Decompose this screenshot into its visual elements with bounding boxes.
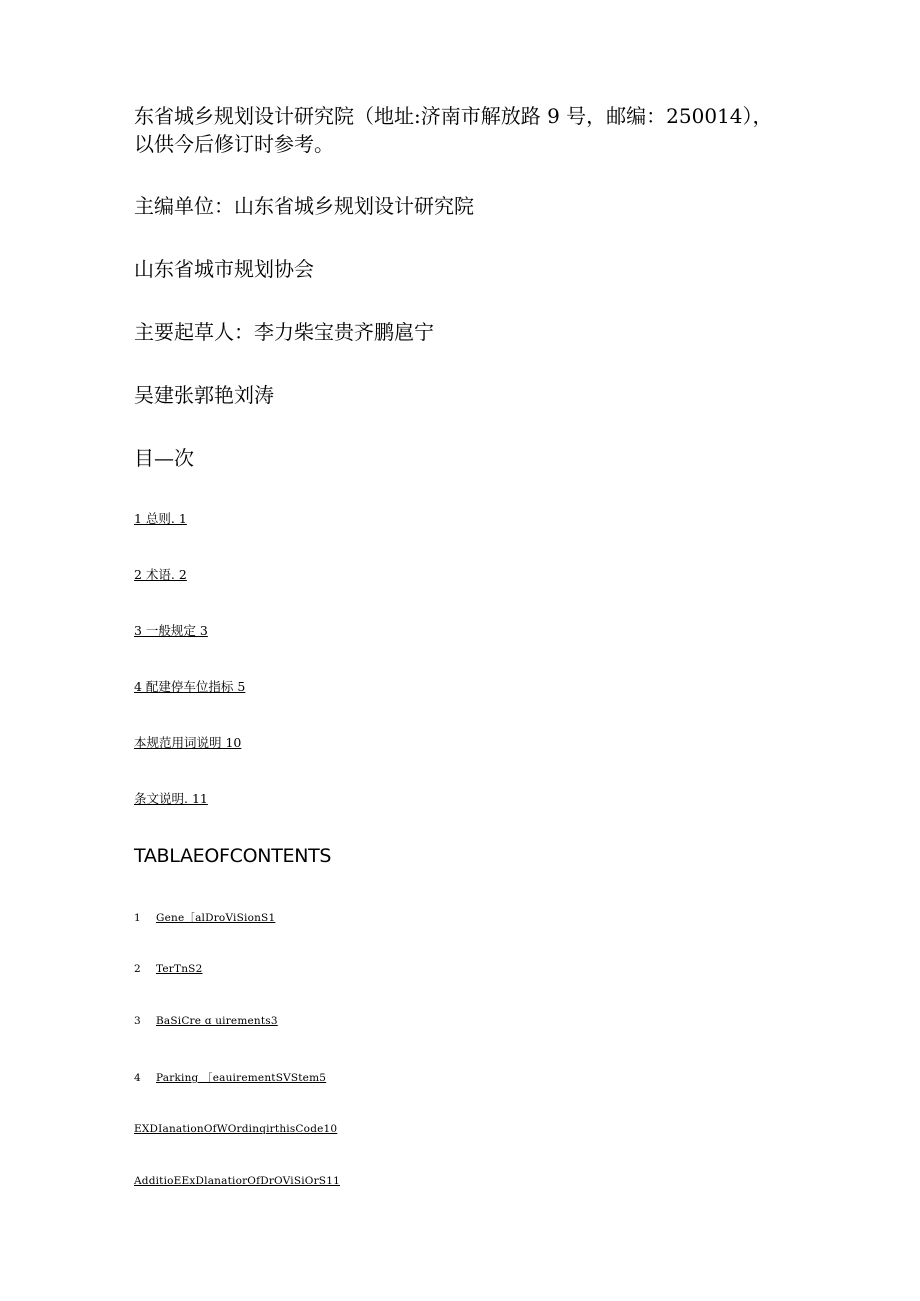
toc-en-item-basic-requirements[interactable] <box>134 1015 278 1027</box>
toc-en-item-general[interactable] <box>134 910 275 925</box>
toc-en-item-terms[interactable] <box>134 963 202 975</box>
toc-item-terms[interactable]: 2 术语. 2 <box>134 567 187 582</box>
toc-item-parking-indicators[interactable]: 4 配建停车位指标 5 <box>134 679 246 694</box>
toc-en-text: TerTnS2 <box>156 963 203 975</box>
toc-en-item-parking-requirements[interactable] <box>134 1070 326 1085</box>
toc-item-basic-requirements[interactable]: 3 一般规定 3 <box>134 623 208 638</box>
toc-en-number: 3 <box>134 1015 141 1027</box>
toc-en-text: Gene［alDroViSionS1 <box>156 912 276 924</box>
toc-en-number: 4 <box>134 1072 141 1084</box>
toc-item-clause-explanation[interactable]: 条文说明. 11 <box>134 791 208 806</box>
co-editor-unit: 山东省城市规划协会 <box>134 257 314 281</box>
chief-editor-unit: 主编单位：山东省城乡规划设计研究院 <box>134 194 474 218</box>
toc-item-general[interactable]: 1 总则. 1 <box>134 511 187 526</box>
main-drafters: 主要起草人：李力柴宝贵齐鹏扈宁 <box>134 320 434 344</box>
toc-en-title: TABLAEOFCONTENTS <box>134 845 332 867</box>
main-drafters-continued: 吴建张郭艳刘涛 <box>134 383 274 407</box>
toc-en-text: Parking ［eauirementSVStem5 <box>156 1072 327 1084</box>
toc-en-item-wording-explanation[interactable]: EXDIanationOfWOrdinqirthisCode10 <box>134 1123 338 1135</box>
toc-en-number: 2 <box>134 963 141 975</box>
intro-line-1: 东省城乡规划设计研究院（地址:济南市解放路 9 号，邮编：250014）， <box>134 104 773 128</box>
toc-en-number: 1 <box>134 912 141 924</box>
toc-en-item-additional-explanation[interactable]: AdditioEExDlanatiorOfDrOViSiOrS11 <box>134 1175 340 1187</box>
contents-title: 目—次 <box>134 446 194 470</box>
toc-en-text: BaSiCre ɑ uirements3 <box>156 1015 278 1027</box>
toc-item-wording-explanation[interactable]: 本规范用词说明 10 <box>134 735 242 750</box>
intro-line-2: 以供今后修订时参考。 <box>134 132 334 156</box>
